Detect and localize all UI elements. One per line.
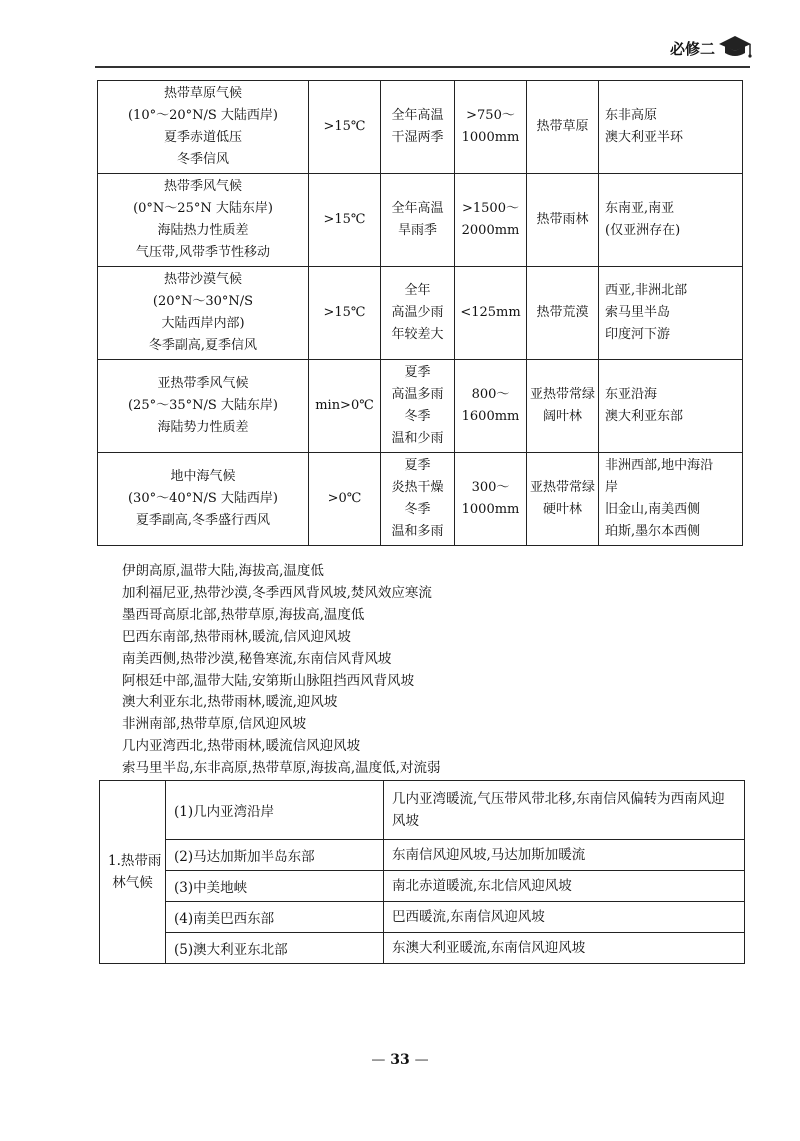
list-item: 澳大利亚东北,热带雨林,暖流,迎风坡 <box>122 694 338 711</box>
distribution-cell: 非洲西部,地中海沿 岸 旧金山,南美西侧 珀斯,墨尔本西侧 <box>599 453 743 546</box>
list-item: 几内亚湾西北,热带雨林,暖流信风迎风坡 <box>122 738 361 755</box>
vegetation-cell: 热带雨林 <box>527 174 599 267</box>
table-row <box>98 174 743 267</box>
page-footer <box>0 1052 800 1068</box>
climate-table <box>97 80 743 546</box>
page-number: 33 <box>390 1052 410 1068</box>
features-cell: 全年 高温少雨 年较差大 <box>381 267 455 360</box>
temperature-cell: >15℃ <box>309 267 381 360</box>
temperature-cell: >15℃ <box>309 174 381 267</box>
climate-name-cell: 热带季风气候 (0°N～25°N 大陆东岸) 海陆热力性质差 气压带,风带季节性移动 <box>98 174 309 267</box>
header-rule <box>95 66 750 68</box>
features-cell: 全年高温 干湿两季 <box>381 81 455 174</box>
footer-dash-right: — <box>414 1052 429 1068</box>
temperature-cell: >15℃ <box>309 81 381 174</box>
climate-name-cell: 热带草原气候 (10°～20°N/S 大陆西岸) 夏季赤道低压 冬季信风 <box>98 81 309 174</box>
table-row <box>100 933 745 964</box>
reason-cell: 东澳大利亚暖流,东南信风迎风坡 <box>384 933 745 964</box>
distribution-cell: 西亚,非洲北部 索马里半岛 印度河下游 <box>599 267 743 360</box>
climate-name-cell: 热带沙漠气候 (20°N～30°N/S 大陆西岸内部) 冬季副高,夏季信风 <box>98 267 309 360</box>
reason-cell: 南北赤道暖流,东北信风迎风坡 <box>384 871 745 902</box>
temperature-cell: >0℃ <box>309 453 381 546</box>
table-row <box>98 453 743 546</box>
table-row <box>100 902 745 933</box>
reason-cell: 东南信风迎风坡,马达加斯加暖流 <box>384 840 745 871</box>
vegetation-cell: 亚热带常绿 阔叶林 <box>527 360 599 453</box>
precipitation-cell: <125mm <box>455 267 527 360</box>
list-item: 索马里半岛,东非高原,热带草原,海拔高,温度低,对流弱 <box>122 760 441 777</box>
header-label: 必修二 <box>669 40 715 58</box>
precipitation-cell: >750～ 1000mm <box>455 81 527 174</box>
features-cell: 夏季 炎热干燥 冬季 温和多雨 <box>381 453 455 546</box>
distribution-cell: 东亚沿海 澳大利亚东部 <box>599 360 743 453</box>
list-item: 伊朗高原,温带大陆,海拔高,温度低 <box>122 563 324 579</box>
vegetation-cell: 热带荒漠 <box>527 267 599 360</box>
distribution-cell: 东南亚,南亚 (仅亚洲存在) <box>599 174 743 267</box>
table-row <box>98 267 743 360</box>
reason-cell: 几内亚湾暖流,气压带风带北移,东南信风偏转为西南风迎风坡 <box>384 781 745 840</box>
region-cell: (2)马达加斯加半岛东部 <box>166 840 384 871</box>
temperature-cell: min>0℃ <box>309 360 381 453</box>
graduation-cap-icon <box>717 34 753 60</box>
list-item: 巴西东南部,热带雨林,暖流,信风迎风坡 <box>122 628 351 645</box>
climate-type-cell: 1.热带雨 林气候 <box>100 781 166 964</box>
vegetation-cell: 亚热带常绿 硬叶林 <box>527 453 599 546</box>
precipitation-cell: 300～ 1000mm <box>455 453 527 546</box>
region-cell: (1)几内亚湾沿岸 <box>166 781 384 840</box>
table-row <box>100 840 745 871</box>
features-cell: 全年高温 旱雨季 <box>381 174 455 267</box>
list-item: 阿根廷中部,温带大陆,安第斯山脉阻挡西风背风坡 <box>122 672 415 689</box>
region-cell: (5)澳大利亚东北部 <box>166 933 384 964</box>
table-row <box>100 781 745 840</box>
distribution-cell: 东非高原 澳大利亚半环 <box>599 81 743 174</box>
list-item: 南美西侧,热带沙漠,秘鲁寒流,东南信风背风坡 <box>122 650 392 667</box>
reason-cell: 巴西暖流,东南信风迎风坡 <box>384 902 745 933</box>
table-row <box>98 81 743 174</box>
precipitation-cell: 800～ 1600mm <box>455 360 527 453</box>
list-item: 加利福尼亚,热带沙漠,冬季西风背风坡,焚风效应寒流 <box>122 584 432 601</box>
page-header <box>95 30 755 70</box>
table-row <box>100 871 745 902</box>
climate-name-cell: 地中海气候 (30°～40°N/S 大陆西岸) 夏季副高,冬季盛行西风 <box>98 453 309 546</box>
table-row <box>98 360 743 453</box>
list-item: 非洲南部,热带草原,信风迎风坡 <box>122 716 307 733</box>
region-cell: (4)南美巴西东部 <box>166 902 384 933</box>
climate-name-cell: 亚热带季风气候 (25°～35°N/S 大陆东岸) 海陆势力性质差 <box>98 360 309 453</box>
precipitation-cell: >1500～ 2000mm <box>455 174 527 267</box>
region-cell: (3)中美地峡 <box>166 871 384 902</box>
features-cell: 夏季 高温多雨 冬季 温和少雨 <box>381 360 455 453</box>
vegetation-cell: 热带草原 <box>527 81 599 174</box>
footer-dash-left: — <box>371 1052 386 1068</box>
notes-list <box>122 561 440 780</box>
rainforest-table <box>99 780 745 964</box>
list-item: 墨西哥高原北部,热带草原,海拔高,温度低 <box>122 606 365 623</box>
